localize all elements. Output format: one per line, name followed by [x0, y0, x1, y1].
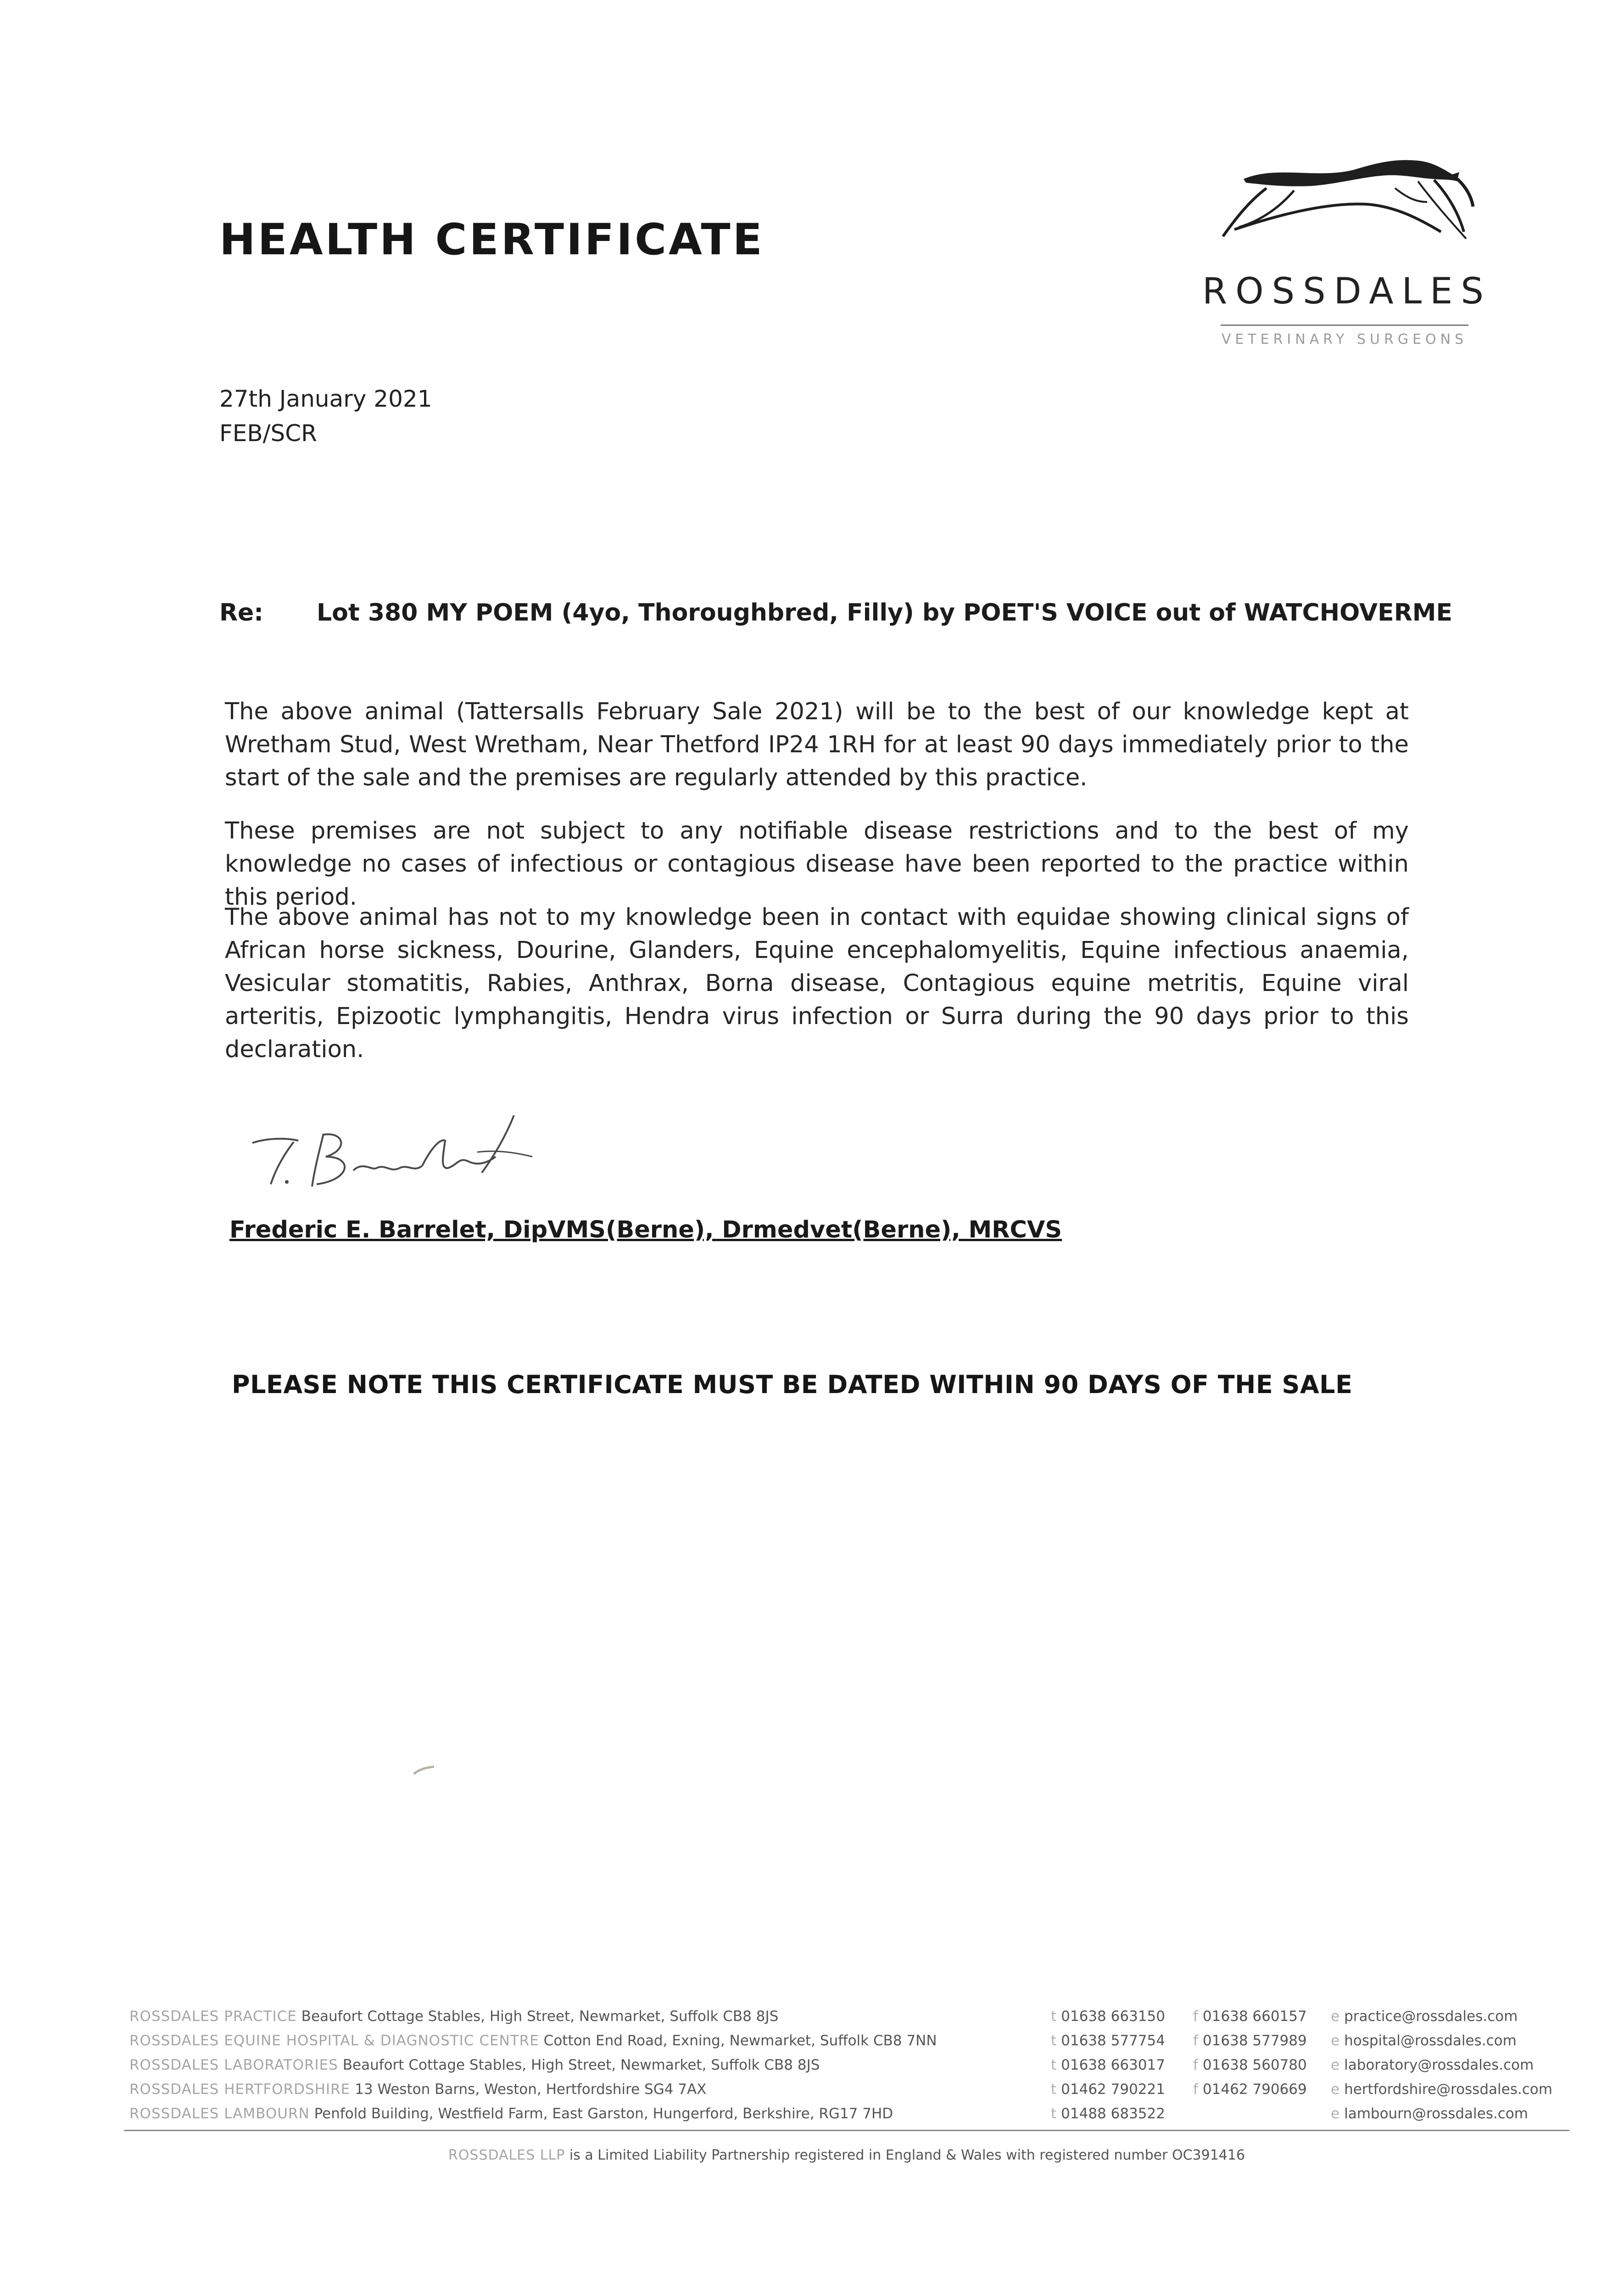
footer-office-address	[129, 2081, 706, 2098]
registration-text: is a Limited Liability Partnership registered in England & Wales with registered number OC391416	[569, 2147, 1245, 2163]
footer-email: e hospital@rossdales.com	[1331, 2032, 1517, 2049]
letter-reference: FEB/SCR	[219, 420, 317, 447]
subject-label: Re:	[219, 599, 264, 627]
footer-office-name: ROSSDALES LABORATORIES	[129, 2057, 338, 2073]
signatory-name: Frederic E. Barrelet, DipVMS(Berne), Drmedvet(Berne), MRCVS	[229, 1216, 1062, 1243]
footer-fax: f 01638 560780	[1193, 2057, 1307, 2073]
footer-address: Cotton End Road, Exning, Newmarket, Suffolk CB8 7NN	[543, 2032, 937, 2049]
body-paragraph: The above animal has not to my knowledge been in contact with equidae showing clinical signs of African horse sickness, Dourine, Glanders, Equine encephalomyelitis, Equine infectious anaemia, Vesicular stomatitis, Rabies, Anthrax, Borna disease, Contagious equine metritis, Equine viral arteritis, Epizootic lymphangitis, Hendra virus infection or Surra during the 90 days prior to this declaration.	[225, 904, 1409, 1063]
footer-office-name: ROSSDALES HERTFORDSHIRE	[129, 2081, 351, 2098]
footer-divider	[124, 2130, 1569, 2131]
footer-fax: f 01462 790669	[1193, 2081, 1307, 2098]
footer-address: Penfold Building, Westfield Farm, East Garston, Hungerford, Berkshire, RG17 7HD	[314, 2105, 893, 2122]
body-paragraph: These premises are not subject to any notifiable disease restrictions and to the best of my knowledge no cases of infectious or contagious disease have been reported to the practice within this period.	[225, 817, 1409, 911]
body-paragraph: The above animal (Tattersalls February Sale 2021) will be to the best of our knowledge kept at Wretham Stud, West Wretham, Near Thetford IP24 1RH for at least 90 days immediately prior to the start of the sale and the premises are regularly attended by this practice.	[225, 698, 1409, 791]
brand-name: ROSSDALES	[1202, 271, 1492, 312]
footer-email: e practice@rossdales.com	[1331, 2008, 1518, 2025]
footer-telephone: t 01488 683522	[1051, 2105, 1165, 2122]
rossdales-horse-logo-icon	[1202, 147, 1487, 285]
footer-office-address	[129, 2105, 893, 2122]
footer-fax: f 01638 577989	[1193, 2032, 1307, 2049]
footer-address: 13 Weston Barns, Weston, Hertfordshire SG4 7AX	[355, 2081, 707, 2098]
subject-line: Lot 380 MY POEM (4yo, Thoroughbred, Filly) by POET'S VOICE out of WATCHOVERME	[317, 599, 1453, 627]
document-title: HEALTH CERTIFICATE	[219, 215, 765, 265]
footer-office-address	[129, 2008, 778, 2025]
footer-office-address	[129, 2057, 820, 2073]
footer-telephone: t 01638 577754	[1051, 2032, 1165, 2049]
stray-mark	[412, 1765, 436, 1777]
footer-office-name: ROSSDALES LAMBOURN	[129, 2105, 310, 2122]
footer-email: e hertfordshire@rossdales.com	[1331, 2081, 1552, 2098]
footer-office-name: ROSSDALES EQUINE HOSPITAL & DIAGNOSTIC CENTRE	[129, 2032, 539, 2049]
footer-email: e lambourn@rossdales.com	[1331, 2105, 1528, 2122]
footer-fax: f 01638 660157	[1193, 2008, 1307, 2025]
registration-org: ROSSDALES LLP	[448, 2147, 565, 2163]
footer-office-name: ROSSDALES PRACTICE	[129, 2008, 297, 2025]
footer-email: e laboratory@rossdales.com	[1331, 2057, 1534, 2073]
footer-address: Beaufort Cottage Stables, High Street, Newmarket, Suffolk CB8 8JS	[342, 2057, 820, 2073]
brand-divider	[1221, 325, 1468, 326]
footer-telephone: t 01638 663017	[1051, 2057, 1165, 2073]
footer-telephone: t 01638 663150	[1051, 2008, 1165, 2025]
letter-date: 27th January 2021	[219, 386, 432, 412]
company-registration	[124, 2147, 1569, 2163]
signature-icon	[239, 1106, 587, 1212]
footer-address: Beaufort Cottage Stables, High Street, Newmarket, Suffolk CB8 8JS	[301, 2008, 779, 2025]
footer-office-address	[129, 2032, 937, 2049]
footer-telephone: t 01462 790221	[1051, 2081, 1165, 2098]
brand-tagline: VETERINARY SURGEONS	[1221, 331, 1468, 347]
dating-notice: PLEASE NOTE THIS CERTIFICATE MUST BE DATED WITHIN 90 DAYS OF THE SALE	[232, 1370, 1353, 1399]
